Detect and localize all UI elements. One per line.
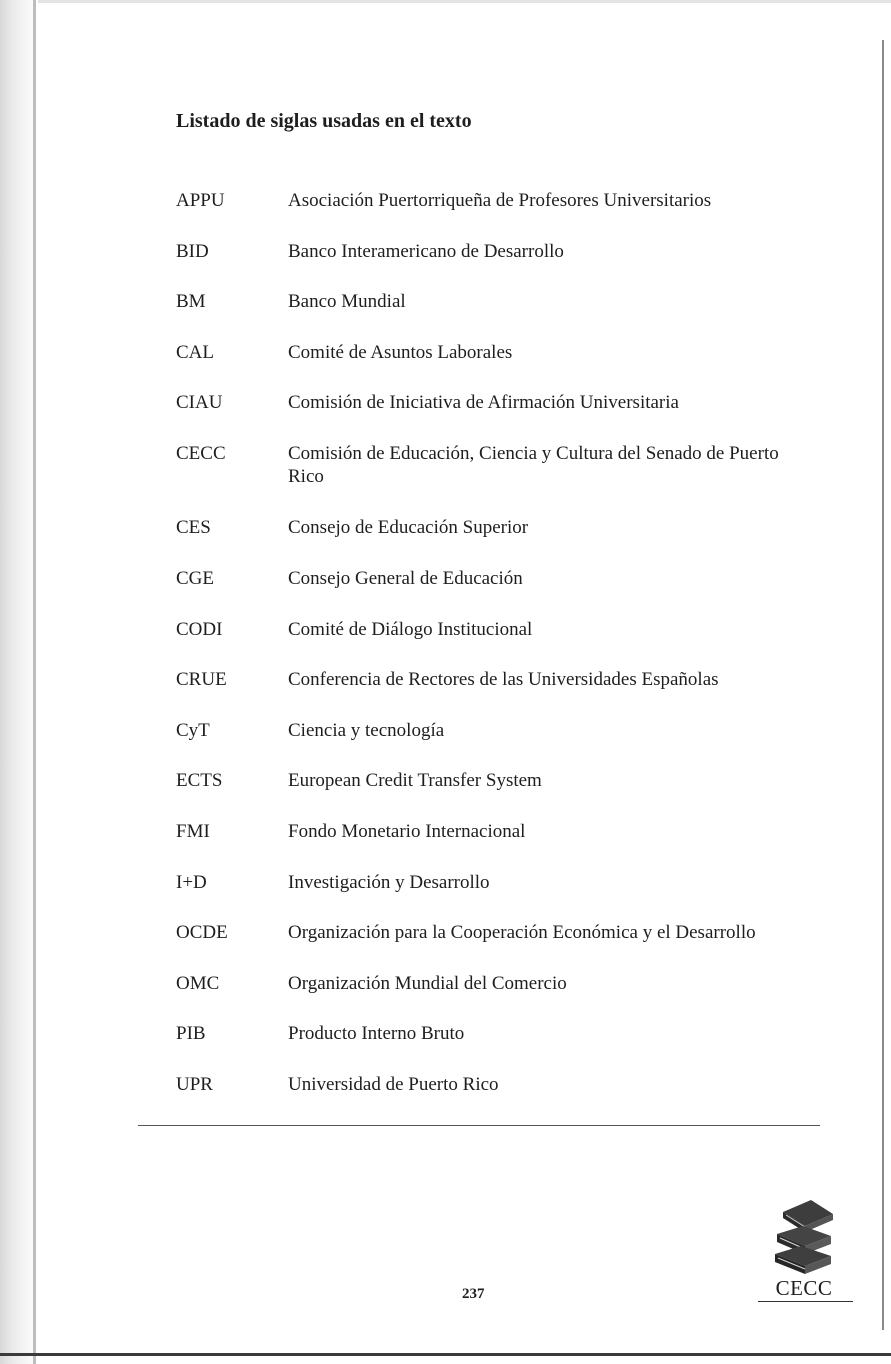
acronym-description: Consejo General de Educación xyxy=(288,568,523,589)
acronym-abbr: OMC xyxy=(176,973,220,994)
logo-underline xyxy=(758,1301,853,1302)
acronym-abbr: BM xyxy=(176,291,206,312)
scan-edge-left xyxy=(33,0,36,1364)
acronym-description: Producto Interno Bruto xyxy=(288,1023,465,1044)
acronym-abbr: PIB xyxy=(176,1023,206,1044)
logo-text: CECC xyxy=(775,1276,833,1300)
page-title: Listado de siglas usadas en el texto xyxy=(176,110,472,132)
acronym-description: Comité de Diálogo Institucional xyxy=(288,619,533,640)
acronym-abbr: CAL xyxy=(176,342,214,363)
scan-edge-right xyxy=(882,40,884,1330)
divider xyxy=(138,1125,820,1126)
acronym-abbr: CyT xyxy=(176,720,210,741)
acronym-description: Banco Interamericano de Desarrollo xyxy=(288,241,564,262)
acronym-description: Universidad de Puerto Rico xyxy=(288,1074,499,1095)
acronym-description: Ciencia y tecnología xyxy=(288,720,445,741)
acronym-abbr: BID xyxy=(176,241,209,262)
acronym-abbr: OCDE xyxy=(176,922,228,943)
acronym-abbr: CRUE xyxy=(176,669,227,690)
scan-edge-top xyxy=(0,0,891,3)
acronym-description: Comisión de Educación, Ciencia y Cultura del Senado de Puerto Rico xyxy=(288,443,779,487)
acronym-abbr: ECTS xyxy=(176,770,223,791)
acronym-abbr: UPR xyxy=(176,1074,213,1095)
acronym-description: Organización para la Cooperación Económica y el Desarrollo xyxy=(288,922,756,943)
acronym-description: Asociación Puertorriqueña de Profesores Universitarios xyxy=(288,190,712,211)
books-stack-icon xyxy=(771,1198,837,1278)
acronym-abbr: FMI xyxy=(176,821,210,842)
acronym-description: Organización Mundial del Comercio xyxy=(288,973,567,994)
scan-edge-bottom xyxy=(0,1353,891,1356)
acronym-abbr: I+D xyxy=(176,872,207,893)
acronym-abbr: CIAU xyxy=(176,392,223,413)
acronym-abbr: APPU xyxy=(176,190,225,211)
acronym-description: Banco Mundial xyxy=(288,291,406,312)
acronym-abbr: CES xyxy=(176,517,211,538)
acronym-description: Conferencia de Rectores de las Universidades Españolas xyxy=(288,669,719,690)
acronym-description: European Credit Transfer System xyxy=(288,770,542,791)
acronym-abbr: CECC xyxy=(176,443,226,464)
acronym-abbr: CODI xyxy=(176,619,223,640)
publisher-logo xyxy=(758,1198,853,1308)
acronym-description: Comité de Asuntos Laborales xyxy=(288,342,513,363)
acronym-description: Fondo Monetario Internacional xyxy=(288,821,526,842)
acronym-description: Consejo de Educación Superior xyxy=(288,517,529,538)
acronym-description: Investigación y Desarrollo xyxy=(288,872,490,893)
acronym-abbr: CGE xyxy=(176,568,214,589)
acronym-description: Comisión de Iniciativa de Afirmación Universitaria xyxy=(288,392,679,413)
page-number: 237 xyxy=(462,1286,485,1302)
